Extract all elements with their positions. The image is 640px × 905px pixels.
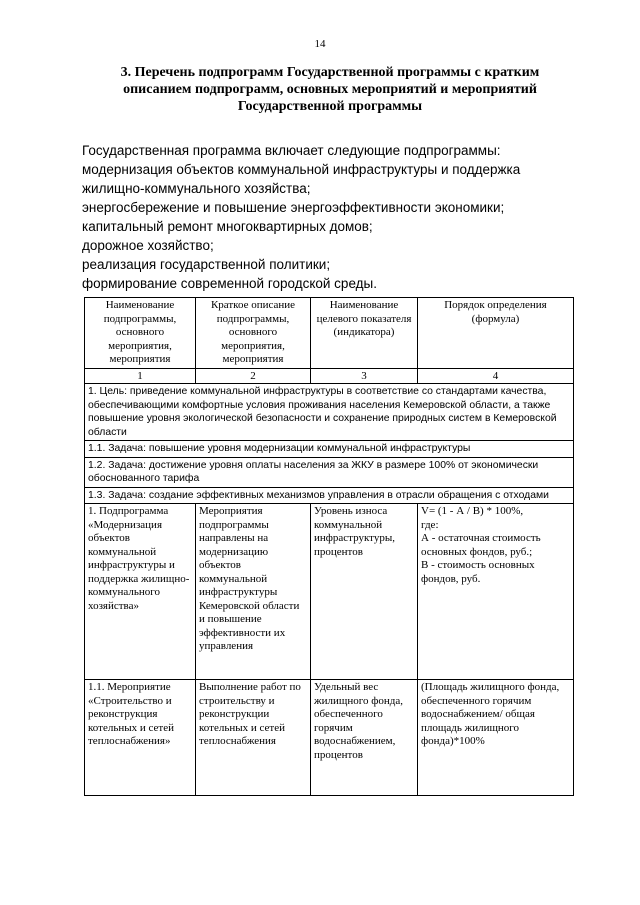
- subprogram-name: 1. Подпрограмма «Модернизация объектов коммунальной инфраструктуры и поддержка жилищно-коммунального хозяйства»: [85, 504, 196, 680]
- column-number: 2: [196, 369, 311, 384]
- measure-indicator: Удельный вес жилищного фонда, обеспеченного горячим водоснабжением, процентов: [311, 680, 418, 796]
- table-header-row: [85, 298, 574, 369]
- measure-name: 1.1. Мероприятие «Строительство и реконструкция котельных и сетей теплоснабжения»: [85, 680, 196, 796]
- column-number-row: [85, 369, 574, 384]
- intro-line: формирование современной городской среды.: [82, 276, 377, 291]
- header-cell-description: Краткое описание подпрограммы, основного мероприятия, мероприятия: [196, 298, 311, 369]
- intro-line: модернизация объектов коммунальной инфраструктуры и поддержка: [82, 162, 521, 177]
- intro-paragraph: [82, 141, 582, 293]
- column-number: 4: [418, 369, 574, 384]
- intro-line: жилищно-коммунального хозяйства;: [82, 181, 311, 196]
- column-number: 3: [311, 369, 418, 384]
- subprogram-description: Мероприятия подпрограммы направлены на модернизацию объектов коммунальной инфраструктуры Кемеровской области и повышение эффективности их управления: [196, 504, 311, 680]
- task-row: [85, 487, 574, 504]
- intro-line: Государственная программа включает следующие подпрограммы:: [82, 143, 501, 158]
- header-cell-indicator: Наименование целевого показателя (индикатора): [311, 298, 418, 369]
- header-cell-formula: Порядок определения (формула): [418, 298, 574, 369]
- measure-description: Выполнение работ по строительству и реконструкции котельных и сетей теплоснабжения: [196, 680, 311, 796]
- goal-row: [85, 384, 574, 441]
- formula-line: В - стоимость основных фондов, руб.: [421, 559, 535, 585]
- measure-formula: (Площадь жилищного фонда, обеспеченного горячим водоснабжением/ общая площадь жилищного фонда)*100%: [418, 680, 574, 796]
- formula-line: где:: [421, 518, 439, 531]
- section-title-line: 3. Перечень подпрограмм Государственной программы с кратким: [120, 65, 540, 80]
- section-title: [90, 64, 570, 115]
- task-row: [85, 457, 574, 487]
- intro-line: капитальный ремонт многоквартирных домов;: [82, 219, 373, 234]
- task-1-3-text: 1.3. Задача: создание эффективных механизмов управления в отрасли обращения с отходами: [85, 487, 574, 504]
- task-1-1-text: 1.1. Задача: повышение уровня модернизации коммунальной инфраструктуры: [85, 441, 574, 458]
- table-row: [85, 504, 574, 680]
- intro-line: энергосбережение и повышение энергоэффективности экономики;: [82, 200, 505, 215]
- intro-line: реализация государственной политики;: [82, 257, 331, 272]
- task-1-2-text: 1.2. Задача: достижение уровня оплаты населения за ЖКУ в размере 100% от экономически обоснованного тарифа: [85, 457, 574, 487]
- subprogram-formula: [418, 504, 574, 680]
- section-title-line: описанием подпрограмм, основных мероприятий и мероприятий: [123, 82, 537, 97]
- table-row: [85, 680, 574, 796]
- subprograms-table: [84, 297, 574, 796]
- formula-line: V= (1 - А / В) * 100%,: [421, 505, 524, 517]
- subprogram-indicator: Уровень износа коммунальной инфраструктуры, процентов: [311, 504, 418, 680]
- header-cell-name: Наименование подпрограммы, основного мероприятия, мероприятия: [85, 298, 196, 369]
- page-number: 14: [314, 38, 326, 50]
- task-row: [85, 441, 574, 458]
- section-title-line: Государственной программы: [237, 99, 423, 114]
- formula-line: А - остаточная стоимость основных фондов, руб.;: [421, 532, 541, 558]
- intro-line: дорожное хозяйство;: [82, 238, 214, 253]
- column-number: 1: [85, 369, 196, 384]
- goal-text: 1. Цель: приведение коммунальной инфраструктуры в соответствие со стандартами качества, обеспечивающими комфортные условия проживания населения Кемеровской области, а также повышение уровня экологической безопасности и сохранение природных систем в Кемеровской области: [85, 384, 574, 441]
